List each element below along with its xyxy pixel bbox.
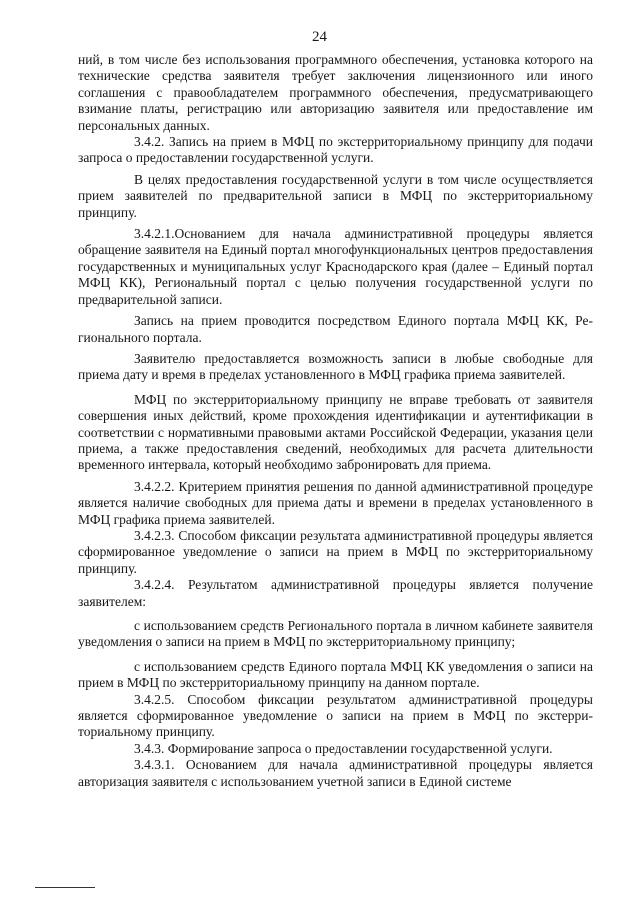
page-number: 24 — [312, 29, 327, 45]
paragraph: с использованием средств Единого портала МФЦ КК уведомления о записи на прием в МФЦ по экстерриториальному принципу на данном портале. — [78, 658, 593, 691]
paragraph: 3.4.2.3. Способом фиксации результата административной процедуры является сформированное уведомление о записи на прием в МФЦ по экстерриториальному принципу. — [78, 527, 593, 576]
paragraph: 3.4.3.1. Основанием для начала административной процедуры является авторизация заявителя с использованием учетной записи в Единой системе — [78, 757, 593, 789]
paragraph: с использованием средств Регионального портала в личном кабинете заявителя уведомления о записи на прием в МФЦ по экстерриториальному принципу; — [78, 618, 593, 650]
paragraph: Запись на прием проводится посредством Единого портала МФЦ КК, Регионального портала. — [78, 313, 593, 345]
paragraph: 3.4.2.1.Основанием для начала административной процедуры является обращение заявителя на Единый портал многофункциональных центров предоставления государственных и муниципальных услуг Краснодарского края (далее – Единый портал МФЦ КК), Региональный портал с целью получения государственной услуги по предварительной записи. — [78, 226, 593, 307]
paragraph: В целях предоставления государственной услуги в том числе осуществляется прием заявителей по предварительной записи в МФЦ по экстерриториальному принципу. — [78, 171, 593, 220]
paragraph: 3.4.2.4. Результатом административной процедуры является получение заявителем: — [78, 577, 593, 609]
paragraph: 3.4.2.2. Критерием принятия решения по данной административной процедуре является наличие свободных для приема даты и времени в пределах установленного в МФЦ графика приема заявителей. — [78, 478, 593, 527]
paragraph: МФЦ по экстерриториальному принципу не вправе требовать от заявителя совершения иных действий, кроме прохождения идентификации и аутентификации в соответствии с нормативными правовыми актами Российской Федерации, указания цели приема, а также предоставления сведений, необходимых для расчета длительности временного интервала, который необходимо забронировать для приема. — [78, 391, 593, 473]
paragraph: ний, в том числе без использования программного обеспечения, установка которого на технические средства заявителя требует заключения лицензионного или иного соглашения с правообладателем программного обеспечения, предусматривающего взимание платы, регистрацию или авторизацию заявителя или предоставление им персональных данных. — [78, 52, 593, 133]
paragraph: Заявителю предоставляется возможность записи в любые свободные для приема дату и время в пределах установленного в МФЦ графика приема заявителей. — [78, 350, 593, 383]
document-body — [78, 52, 593, 790]
footnote-separator — [35, 887, 95, 888]
paragraph: 3.4.2.5. Способом фиксации результатом административной процедуры является сформированное уведомление о записи на прием в МФЦ по экстерриториальному принципу. — [78, 691, 593, 740]
paragraph: 3.4.2. Запись на прием в МФЦ по экстерриториальному принципу для подачи запроса о предоставлении государственной услуги. — [78, 134, 593, 166]
paragraph: 3.4.3. Формирование запроса о предоставлении государственной услуги. — [134, 740, 553, 756]
